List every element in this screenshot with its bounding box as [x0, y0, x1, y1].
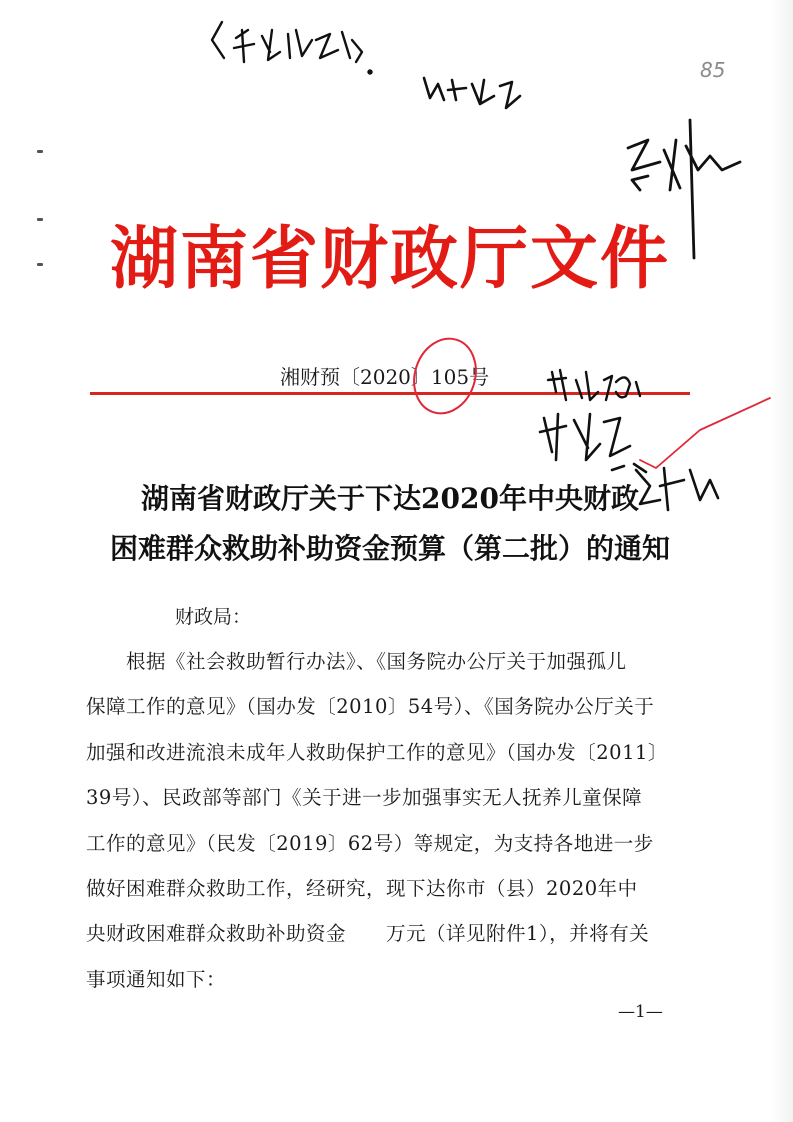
- body-paragraph: [86, 639, 676, 1002]
- handwritten-red-stroke: [640, 398, 770, 468]
- page-count-note: 85: [700, 58, 726, 82]
- body-line: 保障工作的意见》（国办发〔2010〕54号）、《国务院办公厅关于: [86, 695, 655, 719]
- notice-title: [90, 474, 690, 574]
- document-number: 湘财预〔2020〕105号: [280, 365, 490, 389]
- page-number: —1—: [618, 1002, 663, 1022]
- body-line: 工作的意见》（民发〔2019〕62号）等规定，为支持各地进一步: [86, 831, 654, 855]
- notice-title-line: 困难群众救助补助资金预算（第二批）的通知: [109, 532, 670, 565]
- body-line: 加强和改进流浪未成年人救助保护工作的意见》（国办发〔2011〕: [86, 740, 668, 764]
- binding-hole-mark: [37, 150, 43, 153]
- binding-hole-mark: [37, 218, 43, 221]
- handwritten-annotation-2: [540, 414, 646, 472]
- binding-hole-mark: [37, 263, 43, 266]
- notice-title-line: 湖南省财政厅关于下达2020年中央财政: [141, 482, 639, 515]
- body-line: 39号）、民政部等部门《关于进一步加强事实无人抚养儿童保障: [86, 786, 643, 810]
- handwritten-signature-2: [424, 78, 520, 108]
- handwritten-annotation-1: [548, 370, 640, 400]
- salutation: 财政局：: [175, 606, 252, 628]
- scan-page-edge: [770, 0, 793, 1122]
- handwritten-signature-top-left: [212, 22, 372, 74]
- red-separator-line: [90, 392, 690, 395]
- document-header-title: 湖南省财政厅文件: [110, 220, 671, 299]
- body-line: 事项通知如下：: [86, 967, 227, 991]
- body-line: 根据《社会救助暂行办法》、《国务院办公厅关于加强孤儿: [126, 650, 627, 673]
- body-line: 做好困难群众救助工作，经研究，现下达你市（县）2020年中: [86, 876, 638, 900]
- body-line: 央财政困难群众救助补助资金 万元（详见附件1），并将有关: [86, 922, 650, 946]
